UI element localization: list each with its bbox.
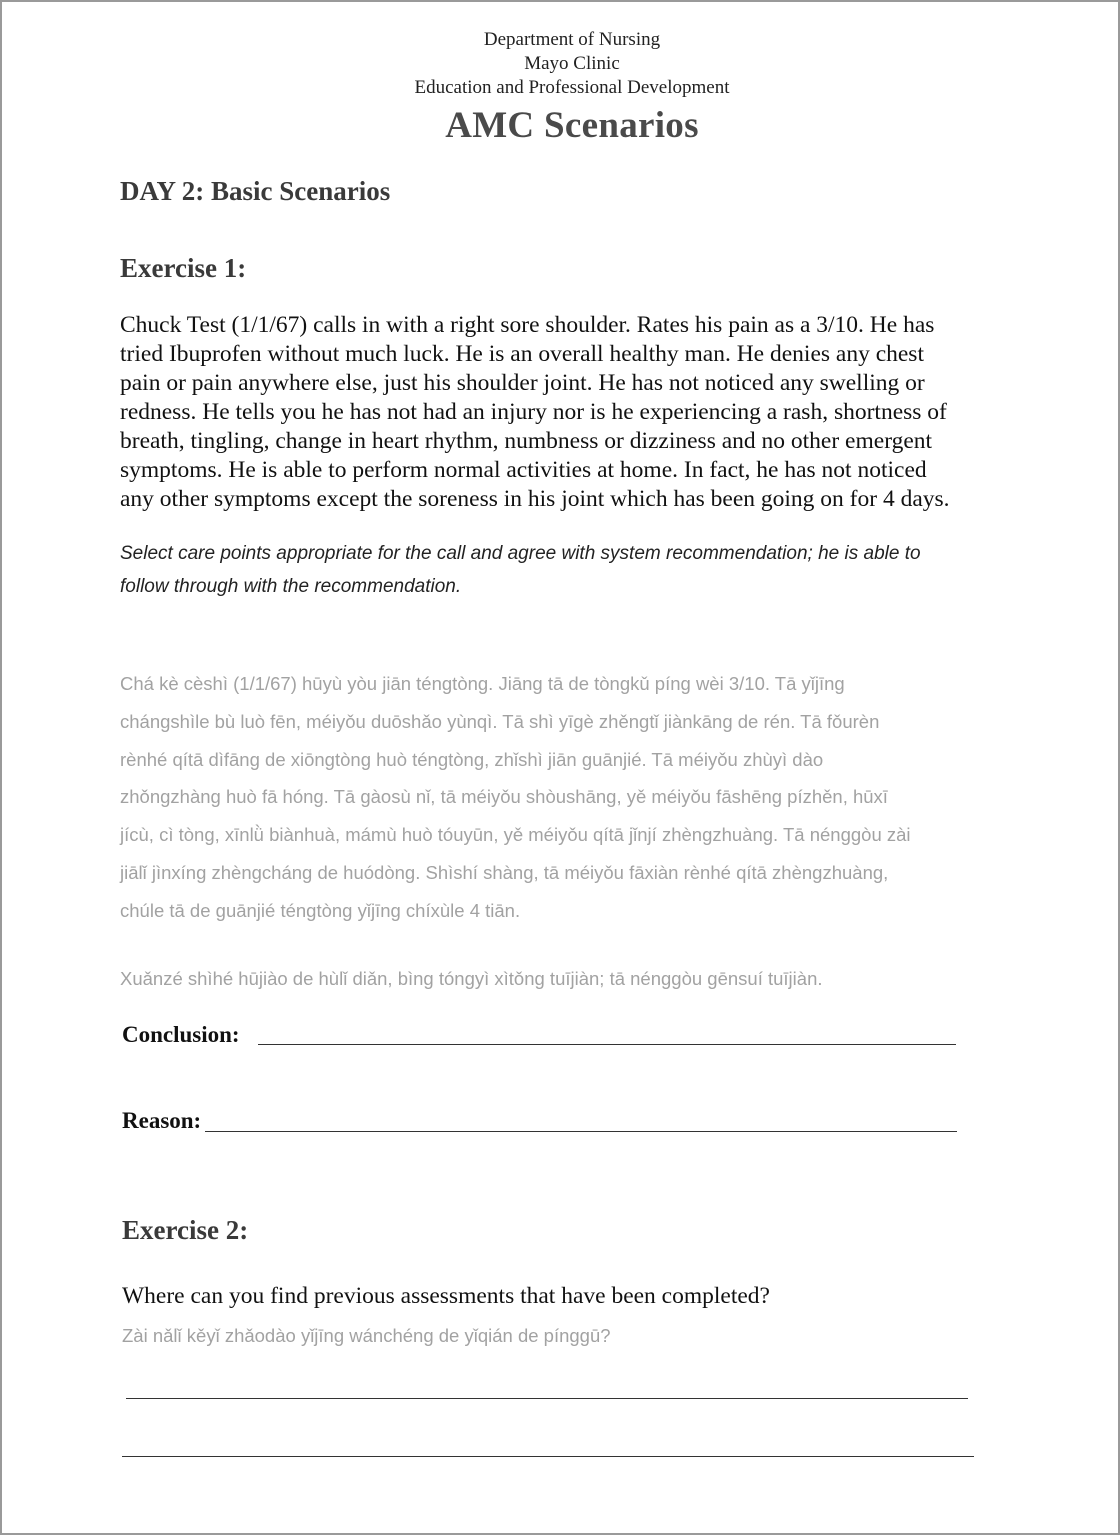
pinyin-instruction: Xuǎnzé shìhé hūjiào de hùlǐ diǎn, bìng tóngyì xìtǒng tuījiàn; tā nénggòu gēnsuí tuījiàn. bbox=[120, 968, 823, 989]
exercise-2-question: Where can you find previous assessments that have been completed? bbox=[122, 1283, 770, 1309]
pinyin-line: chúle tā de guānjié téngtòng yǐjīng chíxùle 4 tiān. bbox=[120, 899, 521, 921]
pinyin-line: Chá kè cèshì (1/1/67) hūyù yòu jiān téngtòng. Jiāng tā de tòngkǔ píng wèi 3/10. Tā yǐjīng bbox=[120, 673, 845, 694]
document-title: AMC Scenarios bbox=[445, 105, 699, 146]
header-department: Department of Nursing bbox=[483, 29, 661, 50]
instruction-line: follow through with the recommendation. bbox=[120, 576, 462, 597]
exercise-2-heading: Exercise 2: bbox=[122, 1215, 249, 1245]
body-line: any other symptoms except the soreness in his joint which has been going on for 4 days. bbox=[120, 486, 950, 512]
answer-line-2[interactable] bbox=[122, 1456, 974, 1457]
body-line: tried Ibuprofen without much luck. He is an overall healthy man. He denies any chest bbox=[120, 341, 924, 367]
pinyin-line: jícù, cì tòng, xīnlǜ biànhuà, mámù huò tóuyūn, yě méiyǒu qítā jǐnjí zhèngzhuàng. Tā nénggòu zài bbox=[120, 824, 911, 846]
conclusion-answer-line[interactable] bbox=[258, 1044, 956, 1045]
reason-label: Reason: bbox=[122, 1108, 202, 1133]
body-line: redness. He tells you he has not had an injury nor is he experiencing a rash, shortness of bbox=[120, 399, 947, 425]
header-division: Education and Professional Development bbox=[414, 77, 730, 98]
conclusion-label: Conclusion: bbox=[122, 1022, 240, 1047]
answer-line-1[interactable] bbox=[126, 1398, 968, 1399]
exercise-1-heading: Exercise 1: bbox=[120, 253, 247, 283]
body-line: symptoms. He is able to perform normal activities at home. In fact, he has not noticed bbox=[120, 457, 927, 483]
day-heading: DAY 2: Basic Scenarios bbox=[120, 176, 391, 206]
exercise-1-instruction bbox=[120, 537, 921, 603]
body-line: breath, tingling, change in heart rhythm, numbness or dizziness and no other emergent bbox=[120, 428, 933, 454]
exercise-1-pinyin bbox=[120, 665, 911, 930]
pinyin-line: rènhé qítā dìfāng de xiōngtòng huò téngtòng, zhǐshì jiān guānjié. Tā méiyǒu zhùyì dào bbox=[120, 748, 824, 770]
body-line: pain or pain anywhere else, just his shoulder joint. He has not noticed any swelling or bbox=[120, 370, 925, 396]
instruction-line: Select care points appropriate for the call and agree with system recommendation; he is able to bbox=[120, 543, 921, 564]
body-line: Chuck Test (1/1/67) calls in with a right sore shoulder. Rates his pain as a 3/10. He has bbox=[120, 312, 935, 338]
exercise-2-question-pinyin: Zài nǎlǐ kěyǐ zhǎodào yǐjīng wánchéng de yǐqián de pínggū? bbox=[122, 1325, 611, 1346]
exercise-1-body bbox=[120, 311, 950, 514]
reason-answer-line[interactable] bbox=[205, 1131, 957, 1132]
pinyin-line: chángshìle bù luò fēn, méiyǒu duōshǎo yùnqì. Tā shì yīgè zhěngtǐ jiànkāng de rén. Tā fǒurèn bbox=[120, 710, 880, 732]
pinyin-line: jiālǐ jìnxíng zhèngcháng de huódòng. Shìshí shàng, tā méiyǒu fāxiàn rènhé qítā zhèngzhuàng, bbox=[120, 861, 889, 883]
header-institution: Mayo Clinic bbox=[524, 53, 620, 74]
pinyin-line: zhǒngzhàng huò fā hóng. Tā gàosù nǐ, tā méiyǒu shòushāng, yě méiyǒu fāshēng pízhěn, hūxī bbox=[120, 786, 888, 808]
